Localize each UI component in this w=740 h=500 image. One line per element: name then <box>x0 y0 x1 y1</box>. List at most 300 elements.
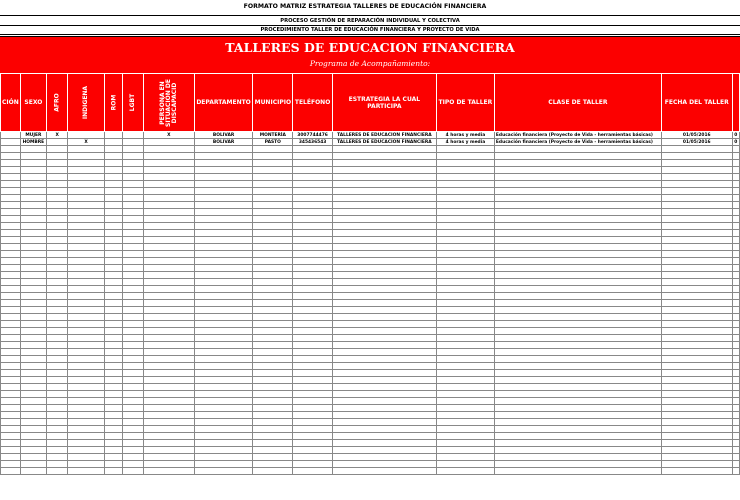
table-cell-rom[interactable] <box>104 370 123 377</box>
table-cell-departamento[interactable] <box>194 209 253 216</box>
table-cell-identificacion[interactable] <box>1 335 21 342</box>
table-cell-fecha[interactable] <box>661 384 732 391</box>
table-cell-departamento[interactable] <box>194 202 253 209</box>
table-cell-lgbt[interactable] <box>123 153 143 160</box>
table-cell-rom[interactable] <box>104 405 123 412</box>
table-cell-afro[interactable] <box>47 398 68 405</box>
table-cell-estrategia[interactable] <box>332 433 436 440</box>
table-cell-extra[interactable] <box>732 251 739 258</box>
table-cell-extra[interactable] <box>732 314 739 321</box>
table-cell-afro[interactable] <box>47 328 68 335</box>
table-cell-identificacion[interactable] <box>1 328 21 335</box>
table-cell-afro[interactable] <box>47 356 68 363</box>
table-cell-sexo[interactable] <box>20 237 46 244</box>
table-cell-telefono[interactable] <box>293 216 333 223</box>
table-cell-estrategia[interactable] <box>332 335 436 342</box>
table-cell-identificacion[interactable] <box>1 349 21 356</box>
table-cell-departamento[interactable] <box>194 223 253 230</box>
table-cell-clase[interactable] <box>494 300 661 307</box>
table-cell-rom[interactable] <box>104 286 123 293</box>
table-cell-indigena[interactable] <box>68 447 104 454</box>
table-cell-lgbt[interactable] <box>123 265 143 272</box>
table-cell-municipio[interactable] <box>253 377 293 384</box>
table-cell-rom[interactable] <box>104 454 123 461</box>
table-cell-clase[interactable] <box>494 433 661 440</box>
table-cell-lgbt[interactable] <box>123 349 143 356</box>
table-cell-rom[interactable] <box>104 132 123 139</box>
table-cell-departamento[interactable] <box>194 447 253 454</box>
table-cell-afro[interactable] <box>47 251 68 258</box>
table-cell-indigena[interactable] <box>68 202 104 209</box>
table-cell-fecha[interactable] <box>661 447 732 454</box>
table-cell-discapacidad[interactable] <box>143 181 194 188</box>
table-cell-fecha[interactable] <box>661 209 732 216</box>
table-cell-lgbt[interactable] <box>123 286 143 293</box>
table-cell-indigena[interactable] <box>68 314 104 321</box>
table-cell-indigena[interactable] <box>68 461 104 468</box>
table-cell-sexo[interactable] <box>20 286 46 293</box>
table-cell-tipo[interactable] <box>436 447 494 454</box>
table-cell-identificacion[interactable] <box>1 454 21 461</box>
table-cell-afro[interactable] <box>47 447 68 454</box>
table-cell-discapacidad[interactable] <box>143 251 194 258</box>
table-cell-clase[interactable] <box>494 230 661 237</box>
table-cell-afro[interactable] <box>47 342 68 349</box>
table-cell-discapacidad[interactable] <box>143 209 194 216</box>
table-cell-fecha[interactable] <box>661 454 732 461</box>
table-cell-fecha[interactable] <box>661 405 732 412</box>
table-cell-discapacidad[interactable] <box>143 293 194 300</box>
table-cell-discapacidad[interactable] <box>143 461 194 468</box>
table-cell-clase[interactable] <box>494 426 661 433</box>
table-cell-departamento[interactable] <box>194 321 253 328</box>
table-cell-indigena[interactable] <box>68 216 104 223</box>
table-cell-rom[interactable] <box>104 258 123 265</box>
table-cell-telefono[interactable] <box>293 433 333 440</box>
table-cell-discapacidad[interactable] <box>143 335 194 342</box>
table-cell-tipo[interactable] <box>436 286 494 293</box>
table-cell-estrategia[interactable] <box>332 405 436 412</box>
table-cell-sexo[interactable] <box>20 370 46 377</box>
table-cell-identificacion[interactable] <box>1 468 21 475</box>
table-cell-indigena[interactable] <box>68 153 104 160</box>
table-cell-municipio[interactable] <box>253 153 293 160</box>
table-cell-extra[interactable] <box>732 335 739 342</box>
table-cell-afro[interactable] <box>47 461 68 468</box>
table-cell-discapacidad[interactable] <box>143 447 194 454</box>
table-cell-afro[interactable] <box>47 426 68 433</box>
table-cell-rom[interactable] <box>104 293 123 300</box>
table-cell-indigena[interactable] <box>68 195 104 202</box>
table-cell-tipo[interactable] <box>436 188 494 195</box>
table-cell-extra[interactable] <box>732 468 739 475</box>
table-cell-municipio[interactable] <box>253 181 293 188</box>
table-cell-fecha[interactable] <box>661 230 732 237</box>
table-cell-lgbt[interactable] <box>123 146 143 153</box>
table-cell-fecha[interactable] <box>661 195 732 202</box>
table-cell-identificacion[interactable] <box>1 300 21 307</box>
table-cell-sexo[interactable] <box>20 216 46 223</box>
table-cell-afro[interactable] <box>47 384 68 391</box>
table-cell-fecha[interactable] <box>661 440 732 447</box>
table-cell-afro[interactable] <box>47 153 68 160</box>
table-cell-fecha[interactable] <box>661 342 732 349</box>
table-cell-estrategia[interactable] <box>332 419 436 426</box>
table-cell-sexo[interactable] <box>20 440 46 447</box>
table-cell-afro[interactable] <box>47 321 68 328</box>
table-cell-telefono[interactable] <box>293 454 333 461</box>
table-cell-afro[interactable] <box>47 223 68 230</box>
table-cell-fecha[interactable] <box>661 181 732 188</box>
table-cell-afro[interactable] <box>47 216 68 223</box>
table-cell-discapacidad[interactable] <box>143 454 194 461</box>
table-cell-clase[interactable] <box>494 314 661 321</box>
table-cell-indigena[interactable] <box>68 321 104 328</box>
table-cell-tipo[interactable] <box>436 153 494 160</box>
table-cell-clase[interactable] <box>494 188 661 195</box>
table-cell-tipo[interactable] <box>436 265 494 272</box>
table-cell-identificacion[interactable] <box>1 405 21 412</box>
table-cell-sexo[interactable] <box>20 195 46 202</box>
table-cell-identificacion[interactable] <box>1 363 21 370</box>
table-cell-telefono[interactable] <box>293 356 333 363</box>
table-cell-departamento[interactable] <box>194 188 253 195</box>
table-cell-identificacion[interactable] <box>1 356 21 363</box>
table-cell-municipio[interactable] <box>253 412 293 419</box>
table-cell-municipio[interactable] <box>253 230 293 237</box>
table-cell-tipo[interactable] <box>436 174 494 181</box>
table-cell-lgbt[interactable] <box>123 314 143 321</box>
table-cell-telefono[interactable] <box>293 272 333 279</box>
table-cell-rom[interactable] <box>104 202 123 209</box>
table-cell-discapacidad[interactable] <box>143 279 194 286</box>
table-cell-lgbt[interactable] <box>123 426 143 433</box>
table-cell-rom[interactable] <box>104 328 123 335</box>
table-cell-municipio[interactable] <box>253 433 293 440</box>
table-cell-fecha[interactable] <box>661 244 732 251</box>
table-cell-sexo[interactable] <box>20 468 46 475</box>
table-cell-indigena[interactable] <box>68 377 104 384</box>
table-cell-sexo[interactable] <box>20 461 46 468</box>
table-cell-clase[interactable] <box>494 454 661 461</box>
table-cell-discapacidad[interactable] <box>143 433 194 440</box>
table-cell-indigena[interactable] <box>68 356 104 363</box>
table-cell-rom[interactable] <box>104 377 123 384</box>
table-cell-lgbt[interactable] <box>123 132 143 139</box>
table-cell-identificacion[interactable] <box>1 174 21 181</box>
table-cell-estrategia[interactable] <box>332 321 436 328</box>
table-cell-estrategia[interactable] <box>332 146 436 153</box>
table-cell-clase[interactable] <box>494 258 661 265</box>
table-cell-rom[interactable] <box>104 342 123 349</box>
table-cell-extra[interactable] <box>732 433 739 440</box>
table-cell-rom[interactable] <box>104 461 123 468</box>
table-cell-fecha[interactable] <box>661 398 732 405</box>
table-cell-estrategia[interactable] <box>332 286 436 293</box>
table-cell-tipo[interactable] <box>436 370 494 377</box>
table-cell-tipo[interactable] <box>436 321 494 328</box>
table-cell-telefono[interactable] <box>293 405 333 412</box>
table-cell-clase[interactable] <box>494 447 661 454</box>
table-cell-rom[interactable] <box>104 195 123 202</box>
table-cell-lgbt[interactable] <box>123 433 143 440</box>
table-cell-afro[interactable] <box>47 272 68 279</box>
table-cell-discapacidad[interactable] <box>143 258 194 265</box>
table-cell-indigena[interactable] <box>68 293 104 300</box>
table-cell-estrategia[interactable] <box>332 202 436 209</box>
table-cell-departamento[interactable] <box>194 181 253 188</box>
table-cell-telefono[interactable]: 3007744476 <box>293 132 333 139</box>
table-cell-departamento[interactable] <box>194 279 253 286</box>
table-cell-afro[interactable] <box>47 209 68 216</box>
table-cell-identificacion[interactable] <box>1 132 21 139</box>
table-cell-clase[interactable] <box>494 265 661 272</box>
table-cell-afro[interactable] <box>47 160 68 167</box>
table-cell-fecha[interactable] <box>661 391 732 398</box>
table-cell-extra[interactable] <box>732 328 739 335</box>
table-cell-departamento[interactable] <box>194 265 253 272</box>
table-cell-indigena[interactable] <box>68 419 104 426</box>
col-afro[interactable] <box>47 74 68 132</box>
table-cell-rom[interactable] <box>104 419 123 426</box>
table-cell-telefono[interactable] <box>293 328 333 335</box>
table-cell-extra[interactable] <box>732 188 739 195</box>
table-cell-afro[interactable] <box>47 181 68 188</box>
table-cell-estrategia[interactable] <box>332 342 436 349</box>
table-cell-estrategia[interactable] <box>332 195 436 202</box>
table-cell-departamento[interactable] <box>194 153 253 160</box>
table-cell-fecha[interactable] <box>661 167 732 174</box>
table-cell-identificacion[interactable] <box>1 223 21 230</box>
table-cell-discapacidad[interactable] <box>143 195 194 202</box>
table-cell-extra[interactable] <box>732 272 739 279</box>
table-cell-departamento[interactable] <box>194 433 253 440</box>
table-cell-discapacidad[interactable] <box>143 160 194 167</box>
table-cell-telefono[interactable] <box>293 237 333 244</box>
table-cell-estrategia[interactable] <box>332 244 436 251</box>
table-cell-tipo[interactable] <box>436 146 494 153</box>
table-cell-discapacidad[interactable] <box>143 405 194 412</box>
table-cell-extra[interactable] <box>732 195 739 202</box>
table-cell-lgbt[interactable] <box>123 321 143 328</box>
table-cell-discapacidad[interactable] <box>143 223 194 230</box>
table-cell-extra[interactable] <box>732 209 739 216</box>
table-cell-tipo[interactable] <box>436 272 494 279</box>
table-cell-telefono[interactable] <box>293 153 333 160</box>
table-cell-afro[interactable] <box>47 279 68 286</box>
table-cell-indigena[interactable] <box>68 188 104 195</box>
table-cell-indigena[interactable] <box>68 412 104 419</box>
table-cell-rom[interactable] <box>104 412 123 419</box>
table-cell-telefono[interactable] <box>293 174 333 181</box>
table-cell-indigena[interactable] <box>68 307 104 314</box>
table-cell-fecha[interactable] <box>661 412 732 419</box>
table-cell-discapacidad[interactable] <box>143 174 194 181</box>
table-cell-sexo[interactable] <box>20 307 46 314</box>
col-rom[interactable] <box>104 74 123 132</box>
table-cell-extra[interactable] <box>732 230 739 237</box>
table-cell-departamento[interactable] <box>194 342 253 349</box>
table-cell-municipio[interactable] <box>253 419 293 426</box>
table-cell-departamento[interactable] <box>194 230 253 237</box>
table-cell-fecha[interactable] <box>661 314 732 321</box>
table-cell-telefono[interactable] <box>293 223 333 230</box>
table-cell-municipio[interactable] <box>253 426 293 433</box>
table-cell-sexo[interactable] <box>20 279 46 286</box>
table-cell-municipio[interactable] <box>253 307 293 314</box>
table-cell-discapacidad[interactable] <box>143 342 194 349</box>
table-cell-lgbt[interactable] <box>123 398 143 405</box>
table-cell-sexo[interactable] <box>20 342 46 349</box>
table-cell-indigena[interactable] <box>68 181 104 188</box>
table-cell-departamento[interactable] <box>194 293 253 300</box>
table-cell-telefono[interactable] <box>293 160 333 167</box>
col-clase-taller[interactable]: CLASE DE TALLER <box>494 74 661 132</box>
table-cell-estrategia[interactable] <box>332 391 436 398</box>
table-cell-extra[interactable]: 0 <box>732 132 739 139</box>
table-cell-indigena[interactable] <box>68 251 104 258</box>
table-cell-estrategia[interactable] <box>332 216 436 223</box>
table-cell-departamento[interactable] <box>194 258 253 265</box>
table-cell-lgbt[interactable] <box>123 258 143 265</box>
table-cell-lgbt[interactable] <box>123 202 143 209</box>
table-cell-sexo[interactable] <box>20 174 46 181</box>
table-cell-departamento[interactable] <box>194 440 253 447</box>
table-cell-municipio[interactable] <box>253 328 293 335</box>
table-cell-estrategia[interactable] <box>332 356 436 363</box>
table-cell-departamento[interactable] <box>194 146 253 153</box>
table-cell-fecha[interactable] <box>661 174 732 181</box>
table-cell-fecha[interactable] <box>661 223 732 230</box>
table-cell-clase[interactable] <box>494 461 661 468</box>
table-cell-tipo[interactable] <box>436 461 494 468</box>
table-cell-lgbt[interactable] <box>123 461 143 468</box>
table-cell-telefono[interactable] <box>293 321 333 328</box>
table-cell-identificacion[interactable] <box>1 153 21 160</box>
table-cell-afro[interactable] <box>47 363 68 370</box>
table-cell-departamento[interactable] <box>194 195 253 202</box>
table-cell-departamento[interactable] <box>194 363 253 370</box>
table-cell-fecha[interactable] <box>661 363 732 370</box>
table-cell-estrategia[interactable] <box>332 188 436 195</box>
table-cell-clase[interactable] <box>494 342 661 349</box>
table-cell-indigena[interactable] <box>68 300 104 307</box>
table-cell-sexo[interactable] <box>20 377 46 384</box>
table-cell-sexo[interactable]: MUJER <box>20 132 46 139</box>
table-cell-fecha[interactable]: 01/05/2016 <box>661 132 732 139</box>
table-cell-telefono[interactable] <box>293 251 333 258</box>
table-cell-departamento[interactable] <box>194 398 253 405</box>
table-cell-fecha[interactable] <box>661 188 732 195</box>
table-cell-telefono[interactable] <box>293 293 333 300</box>
table-cell-indigena[interactable] <box>68 237 104 244</box>
table-cell-clase[interactable] <box>494 328 661 335</box>
table-cell-afro[interactable] <box>47 258 68 265</box>
table-cell-lgbt[interactable] <box>123 181 143 188</box>
col-fecha-taller[interactable]: FECHA DEL TALLER <box>661 74 732 132</box>
table-cell-estrategia[interactable] <box>332 153 436 160</box>
table-cell-rom[interactable] <box>104 433 123 440</box>
table-cell-sexo[interactable] <box>20 300 46 307</box>
table-cell-extra[interactable] <box>732 426 739 433</box>
table-cell-indigena[interactable] <box>68 454 104 461</box>
table-cell-estrategia[interactable] <box>332 300 436 307</box>
table-cell-municipio[interactable]: MONTERÍA <box>253 132 293 139</box>
table-cell-clase[interactable]: Educación financiera (Proyecto de Vida - herramientas básicas) <box>494 139 661 146</box>
col-municipio[interactable]: MUNICIPIO <box>253 74 293 132</box>
table-cell-municipio[interactable] <box>253 335 293 342</box>
table-cell-afro[interactable] <box>47 202 68 209</box>
table-cell-sexo[interactable] <box>20 258 46 265</box>
col-identificacion[interactable]: CIÓN <box>1 74 21 132</box>
table-cell-estrategia[interactable] <box>332 265 436 272</box>
table-cell-discapacidad[interactable] <box>143 153 194 160</box>
table-cell-telefono[interactable] <box>293 419 333 426</box>
table-cell-sexo[interactable] <box>20 433 46 440</box>
table-cell-clase[interactable] <box>494 412 661 419</box>
table-cell-estrategia[interactable] <box>332 209 436 216</box>
table-cell-fecha[interactable] <box>661 349 732 356</box>
table-cell-telefono[interactable] <box>293 412 333 419</box>
table-cell-rom[interactable] <box>104 244 123 251</box>
table-cell-identificacion[interactable] <box>1 412 21 419</box>
table-cell-extra[interactable] <box>732 454 739 461</box>
table-cell-discapacidad[interactable] <box>143 440 194 447</box>
table-cell-clase[interactable] <box>494 356 661 363</box>
table-cell-sexo[interactable]: HOMBRE <box>20 139 46 146</box>
table-cell-extra[interactable] <box>732 153 739 160</box>
table-cell-tipo[interactable] <box>436 412 494 419</box>
table-cell-identificacion[interactable] <box>1 398 21 405</box>
table-cell-identificacion[interactable] <box>1 342 21 349</box>
table-cell-extra[interactable] <box>732 202 739 209</box>
table-cell-municipio[interactable] <box>253 174 293 181</box>
table-cell-sexo[interactable] <box>20 454 46 461</box>
table-cell-lgbt[interactable] <box>123 412 143 419</box>
table-cell-rom[interactable] <box>104 272 123 279</box>
table-cell-indigena[interactable] <box>68 384 104 391</box>
table-cell-fecha[interactable] <box>661 265 732 272</box>
table-cell-extra[interactable] <box>732 181 739 188</box>
table-cell-clase[interactable] <box>494 398 661 405</box>
table-cell-afro[interactable] <box>47 314 68 321</box>
table-cell-municipio[interactable] <box>253 384 293 391</box>
table-cell-afro[interactable] <box>47 433 68 440</box>
table-cell-tipo[interactable] <box>436 384 494 391</box>
table-cell-estrategia[interactable] <box>332 412 436 419</box>
table-cell-sexo[interactable] <box>20 447 46 454</box>
table-cell-tipo[interactable] <box>436 237 494 244</box>
table-cell-indigena[interactable] <box>68 468 104 475</box>
table-cell-tipo[interactable] <box>436 251 494 258</box>
table-cell-extra[interactable] <box>732 356 739 363</box>
table-cell-municipio[interactable]: PASTO <box>253 139 293 146</box>
table-cell-discapacidad[interactable] <box>143 349 194 356</box>
table-cell-identificacion[interactable] <box>1 139 21 146</box>
table-cell-lgbt[interactable] <box>123 356 143 363</box>
table-cell-identificacion[interactable] <box>1 314 21 321</box>
table-cell-telefono[interactable] <box>293 440 333 447</box>
table-cell-afro[interactable] <box>47 195 68 202</box>
table-cell-lgbt[interactable] <box>123 447 143 454</box>
table-cell-sexo[interactable] <box>20 223 46 230</box>
table-cell-extra[interactable] <box>732 321 739 328</box>
table-cell-sexo[interactable] <box>20 265 46 272</box>
table-cell-estrategia[interactable] <box>332 363 436 370</box>
table-cell-lgbt[interactable] <box>123 370 143 377</box>
table-cell-tipo[interactable] <box>436 363 494 370</box>
table-cell-clase[interactable] <box>494 279 661 286</box>
